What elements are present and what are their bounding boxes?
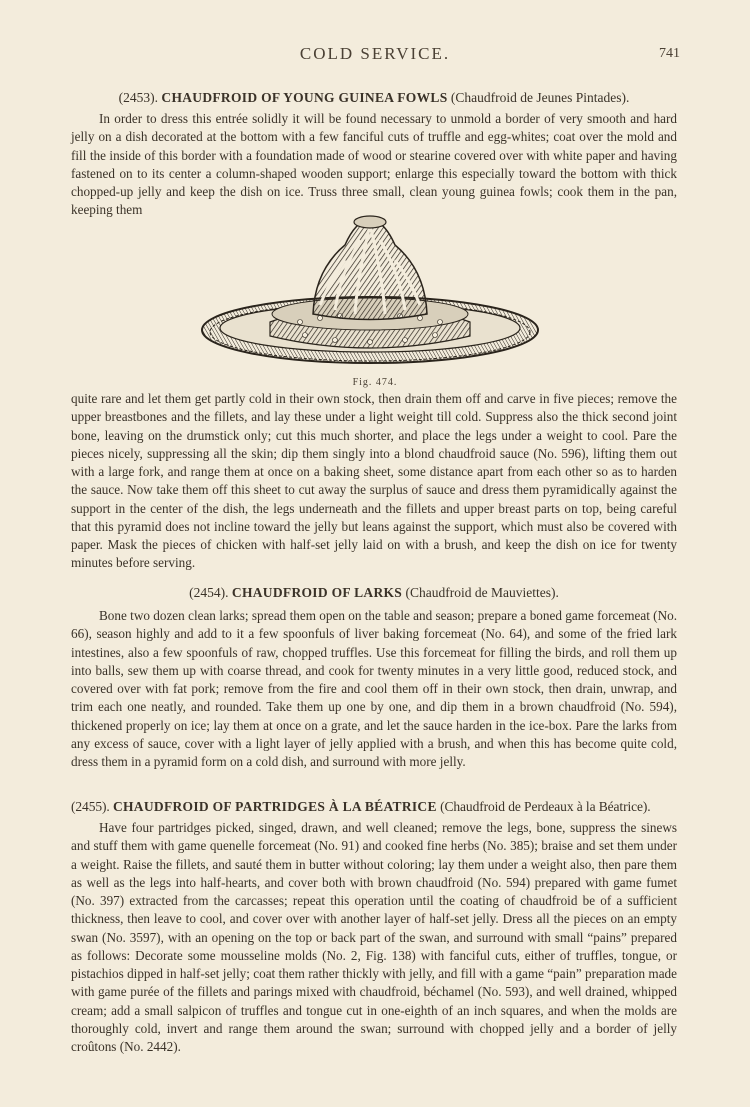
recipe-number: (2454). (189, 585, 229, 600)
recipe-title: CHAUDFROID OF YOUNG GUINEA FOWLS (161, 90, 448, 105)
running-title: COLD SERVICE. (299, 44, 451, 63)
recipe-paragraph: quite rare and let them get partly cold in their own stock, then drain them off and carve in five pieces; remove the upper breastbones and the fillets, and lay these under a light weight till cold. Suppress also the thick second joint bone, leaving on the drumstick only; cut this much shorter, and place the legs under a weight to cool. Pare the pieces nicely, suppressing all the skin; dip them singly into a blond chaudfroid sauce (No. 596), lifting them out with a large fork, and range them at once on a baking sheet, some distance apart from each other so as to harden the sauce. Now take them off this sheet to cut away the surplus of sauce and dress them pyramidically against the support in the center of the dish, the legs underneath and the fillets and upper breast parts on top, being careful that this pyramid does not incline toward the jelly but leans against the support, which must also be covered with paper. Mask the pieces of chicken with half-set jelly laid on with a brush, and keep the dish on ice for twenty minutes before serving. (71, 391, 677, 571)
recipe-heading (71, 88, 677, 107)
recipe-french-title: (Chaudfroid de Mauviettes). (405, 585, 559, 600)
recipe-2453-continued (71, 390, 677, 573)
figure-caption: Fig. 474. (352, 377, 398, 388)
figure-chaudfroid-dish (195, 210, 545, 375)
dish-illustration (195, 210, 545, 375)
recipe-number: (2453). (118, 90, 159, 105)
recipe-2454 (71, 583, 677, 771)
recipe-2453-intro (71, 88, 677, 220)
recipe-title: CHAUDFROID OF LARKS (231, 585, 403, 600)
recipe-title: CHAUDFROID OF PARTRIDGES À LA BÉATRICE (112, 799, 437, 814)
recipe-heading (71, 797, 677, 816)
page-number: 741 (659, 46, 680, 61)
recipe-french-title: (Chaudfroid de Perdeaux à la Béatrice). (440, 799, 651, 814)
recipe-paragraph: Bone two dozen clean larks; spread them open on the table and season; prepare a boned game forcemeat (No. 66), season highly and add to it a few spoonfuls of liver baking forcemeat (No. 64), and some of the fried lark intestines, also a few spoonfuls of raw, chopped truffles. Use this forcemeat for filling the birds, and roll them up into balls, sew them up with coarse thread, and cook for twenty minutes in a very little good, reduced stock, and covered over with fat pork; remove from the fire and cool them off in their own stock, then drain, unwrap, and trim each one neatly, and rounded. Take them up one by one, and dip them in a brown chaudfroid (No. 594), thickened properly on ice; lay them at once on a grate, and let the sauce harden in the ice-box. Pare the larks from any excess of sauce, cover with a light layer of jelly applied with a brush, and when this has become quite cold, dress them in a pyramid form on a cold dish, and surround with more jelly. (71, 608, 677, 769)
recipe-heading (71, 583, 677, 602)
recipe-french-title: (Chaudfroid de Jeunes Pintades). (450, 90, 630, 105)
chaudfroid-pyramid-icon (313, 218, 427, 320)
recipe-number: (2455). (71, 799, 110, 814)
recipe-2455 (71, 797, 677, 1056)
recipe-paragraph: Have four partridges picked, singed, drawn, and well cleaned; remove the legs, bone, suppress the sinews and stuff them with game quenelle forcemeat (No. 91) and cooked fine herbs (No. 385); braise and set them under a weight. Raise the fillets, and sauté them in butter without coloring; lay them under a weight also, then pare them as well as the legs into half-hearts, and cover both with brown chaudfroid (No. 594) prepared with game fumet (No. 397) extracted from the carcasses; repeat this operation until the coating of chaudfroid be of a sufficient thickness, then leave to cool, and cover over with another layer of half-set jelly. Dress all the pieces on an empty swan (No. 3597), with an opening on the top or back part of the swan, and surround with small “pains” prepared as follows: Decorate some mousseline molds (No. 2, Fig. 138) with fanciful cuts, either of truffles, tongue, or pistachios dipped in half-set jelly; coat them rather thickly with jelly, and fill with a game “pain” preparation made with game purée of the fillets and parings mixed with chaudfroid, béchamel (No. 593), and well drained, whipped cream; add a small salpicon of truffles and tongue cut in one-eighth of an inch squares, and when the molds are thoroughly cold, invert and range them around the swan; surround with chopped jelly and a border of jelly croûtons (No. 2442). (71, 820, 677, 1054)
recipe-paragraph: In order to dress this entrée solidly it will be found necessary to unmold a border of very smooth and hard jelly on a dish decorated at the bottom with a few fanciful cuts of truffle and egg-whites; coat over the mold and fill the inside of this border with a foundation made of wood or stearine covered over with white paper and having fastened on to its center a column-shaped wooden support; enlarge this especially toward the bottom with thick chopped-up jelly and keep the dish on ice. Truss three small, clean young guinea fowls; cook them in the pan, keeping them (71, 111, 677, 218)
running-head (0, 44, 750, 70)
